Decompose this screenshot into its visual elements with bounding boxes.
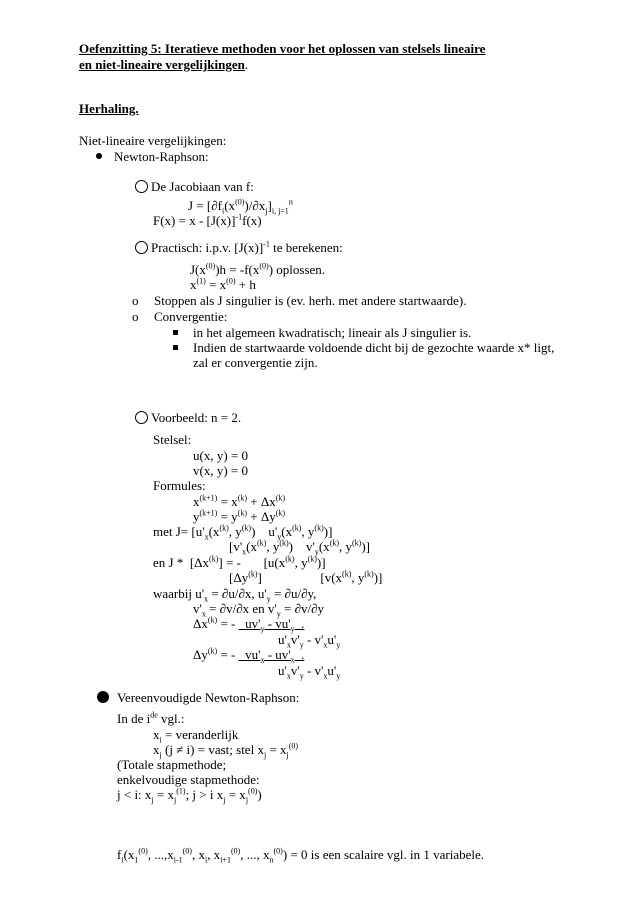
practisch-formula1: $J(x^{(0)})h = -f(x^{(0)})$ oplossen.	[190, 261, 326, 277]
stelsel-eq1: u(x, y) = 0	[193, 448, 248, 463]
practisch-tail: te berekenen:	[269, 240, 343, 255]
convergentie-label: Convergentie:	[154, 309, 228, 324]
formule-x: $x^{(k+1)} = x^{(k)} + \Delta x^{(k)}$	[193, 493, 286, 509]
practisch-item: Practisch: i.p.v. $[J(x)]^{-1}$ te berekenen:	[135, 240, 343, 255]
formule-y: $y^{(k+1)} = y^{(k)} + \Delta y^{(k)}$	[193, 508, 286, 524]
totale-stapmethode: (Totale stapmethode;	[117, 757, 227, 772]
delta-y-denominator: $u'_xv'_y - v'_xu'_y$	[278, 663, 341, 681]
jacobiaan-label: De Jacobiaan van f:	[151, 179, 254, 194]
bullet-icon	[96, 153, 102, 159]
page-title-line2-text: en niet-lineaire vergelijkingen	[79, 57, 245, 72]
page-title-line1: Oefenzitting 5: Iteratieve methoden voor het oplossen van stelsels lineaire	[79, 41, 486, 56]
jacobian-matrix-row1: met $J= [u'_x(x^{(k)}$, $y^{(k)}$) $u'_y(x^{(k)}$, $y^{(k)}$)]	[153, 523, 333, 542]
conv-item2-line1: Indien de startwaarde voldoende dicht bij de gezochte waarde x* ligt,	[193, 340, 555, 355]
conv-item1-label: in het algemeen kwadratisch; lineair als J singulier is.	[193, 325, 472, 340]
index-rule: j < i: $x_j = x_j^{(1)}$; j > i $x_j = x_j^{(0)}$)	[117, 786, 262, 805]
jacobian-formula: $J = [\partial f_i(x^{(0)})/\partial x_j]_{i, j=1}^n$	[188, 197, 293, 216]
stelsel-label: Stelsel:	[153, 432, 192, 447]
conv-item2-line2: zal er convergentie zijn.	[193, 355, 318, 370]
o-bullet-icon: o	[132, 309, 139, 324]
stoppen-item	[132, 293, 467, 308]
formules-label: Formules:	[153, 478, 206, 493]
niet-lineaire-heading: Niet-lineaire vergelijkingen:	[79, 133, 227, 148]
system-row2: $[\Delta y^{(k)}]$ [$v(x^{(k)}$, $y^{(k)}$)]	[229, 569, 383, 585]
circle-bullet-icon	[135, 180, 148, 193]
newton-formula: $F(x) = x - [J(x)]^{-1}f(x)$	[153, 212, 262, 228]
stelsel-eq2: v(x, y) = 0	[193, 463, 248, 478]
convergentie-item	[132, 309, 227, 324]
vereenvoudigde-label: Vereenvoudigde Newton-Raphson:	[117, 690, 300, 705]
practisch-formula2: $x^{(1)} = x^{(0)} + h$	[190, 276, 256, 292]
scalaire-tail: = 0 is een scalaire vgl. in 1 variabele.	[287, 847, 485, 862]
section-herhaling: Herhaling.	[79, 101, 139, 116]
square-bullet-icon	[173, 330, 178, 335]
stoppen-label: Stoppen als J singulier is (ev. herh. met andere startwaarde).	[154, 293, 467, 308]
delta-x-numerator: $\Delta x^{(k)}$ = - $uv'_y - vu'_y$ .	[193, 615, 305, 634]
page-title-period: .	[244, 57, 249, 72]
o-bullet-icon: o	[132, 293, 139, 308]
delta-x-denominator: $u'_xv'_y - v'_xu'_y$	[278, 632, 341, 650]
enkelvoudige-stapmethode: enkelvoudige stapmethode:	[117, 772, 260, 787]
waarbij-line1: waarbij $u'_x = \partial u/\partial x$, $u'_y = \partial u/\partial y$,	[153, 586, 317, 604]
newton-raphson-label: Newton-Raphson:	[114, 149, 209, 164]
vereenvoudigde-item	[97, 690, 299, 705]
square-bullet-icon	[173, 345, 178, 350]
practisch-label: Practisch: i.p.v. [J(x)]	[151, 240, 264, 255]
conv-item2	[173, 340, 554, 355]
voorbeeld-item	[135, 410, 241, 425]
conv-item1	[173, 325, 471, 340]
jacobian-matrix-row2: [$v'_x(x^{(k)}$, $y^{(k)}$) $v'_y(x^{(k)}$, $y^{(k)}$)]	[229, 538, 371, 557]
newton-raphson-item	[96, 149, 209, 164]
jacobiaan-item	[135, 179, 254, 194]
circle-bullet-icon	[135, 241, 148, 254]
waarbij-line2: $v'_x = \partial v/\partial x$ en $v'_y = \partial v/\partial y$	[193, 601, 325, 619]
filled-circle-bullet-icon	[97, 691, 109, 703]
voorbeeld-label: Voorbeeld: n = 2.	[151, 410, 242, 425]
xj-vast: $x_j$ (j ≠ i) = vast; stel $x_j = x_j^{(0)}$	[153, 741, 299, 760]
page-title-line2	[79, 57, 248, 72]
scalaire-vgl: $f_i(x_1^{(0)}$, $...,x_{i-1}^{(0)}$, $x_i$, $x_{i+1}^{(0)}$, ..., $x_n^{(0)}) = 0$ is een scalaire vgl. in 1 variabele.	[117, 846, 485, 865]
in-de-ide-vgl: In de $i^{de}$ vgl.:	[117, 710, 185, 726]
system-row1: en J * $[\Delta x^{(k)}]$ = - [$u(x^{(k)}$, $y^{(k)}$)]	[153, 554, 326, 570]
delta-y-numerator: $\Delta y^{(k)}$ = - $vu'_x - uv'_x$ .	[193, 646, 305, 665]
circle-bullet-icon	[135, 411, 148, 424]
xi-veranderlijk: $x_i$ = veranderlijk	[153, 727, 239, 745]
